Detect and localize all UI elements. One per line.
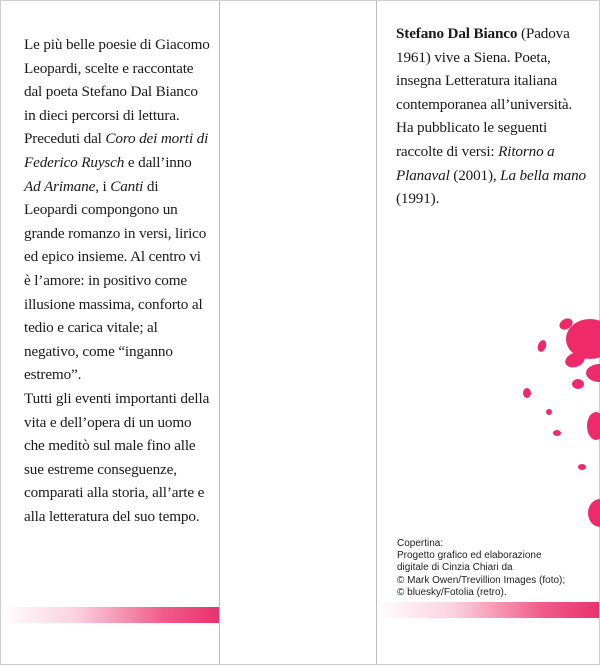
credits-line: © Mark Owen/Trevillion Images (foto);: [397, 574, 566, 586]
p2-text-g: di Leopardi compongono un grande romanzo in versi, lirico ed epico insieme. Al centro vi è l’amore: in positivo come illusione massima, conforto al tedio e carica vitale; al negativo, come “inganno estremo”.: [24, 177, 207, 384]
cover-credits: [397, 538, 593, 599]
bio-book-title-2: La bella mano: [500, 166, 586, 184]
book-description: [24, 33, 210, 528]
author-bio: [396, 22, 592, 211]
p2-text-c: e dall’inno: [124, 153, 192, 171]
p2-title-coro: Coro dei morti di Federico Ruysch: [24, 130, 209, 171]
bio-text-a: (Padova 1961) vive a Siena. Poeta, insegna Letteratura italiana contemporanea all’università. Ha pubblicato le seguenti raccolte di versi:: [396, 25, 573, 160]
p2-title-canti: Canti: [110, 177, 144, 195]
description-paragraph-2: [24, 127, 210, 387]
right-pink-bar: [377, 602, 599, 618]
p2-text-e: , i: [95, 177, 111, 195]
middle-flap: [219, 1, 376, 664]
credits-line: digitale di Cinzia Chiari da: [397, 562, 513, 574]
credits-line: Progetto grafico ed elaborazione: [397, 550, 542, 562]
description-paragraph-3: Tutti gli eventi importanti della vita e dell’opera di un uomo che meditò sul male fino alle sue estreme conseguenze, comparati alla storia, all’arte e alla letteratura del suo tempo.: [24, 389, 210, 525]
left-pink-bar: [1, 607, 219, 623]
bio-paragraph: [396, 22, 592, 211]
bio-text-c: (1991).: [396, 190, 440, 208]
credits-line: Copertina:: [397, 538, 444, 549]
bio-text-b: (2001),: [449, 166, 501, 184]
p2-title-arimane: Ad Arimane: [24, 177, 96, 195]
p2-text-a: Preceduti dal: [24, 130, 106, 148]
description-paragraph-1: Le più belle poesie di Giacomo Leopardi, scelte e raccontate dal poeta Stefano Dal Bianco in dieci percorsi di lettura.: [24, 36, 210, 124]
credits-line: © bluesky/Fotolia (retro).: [397, 586, 507, 598]
author-name: Stefano Dal Bianco: [396, 25, 518, 42]
bio-book-title-1: Ritorno a Planaval: [396, 142, 555, 184]
